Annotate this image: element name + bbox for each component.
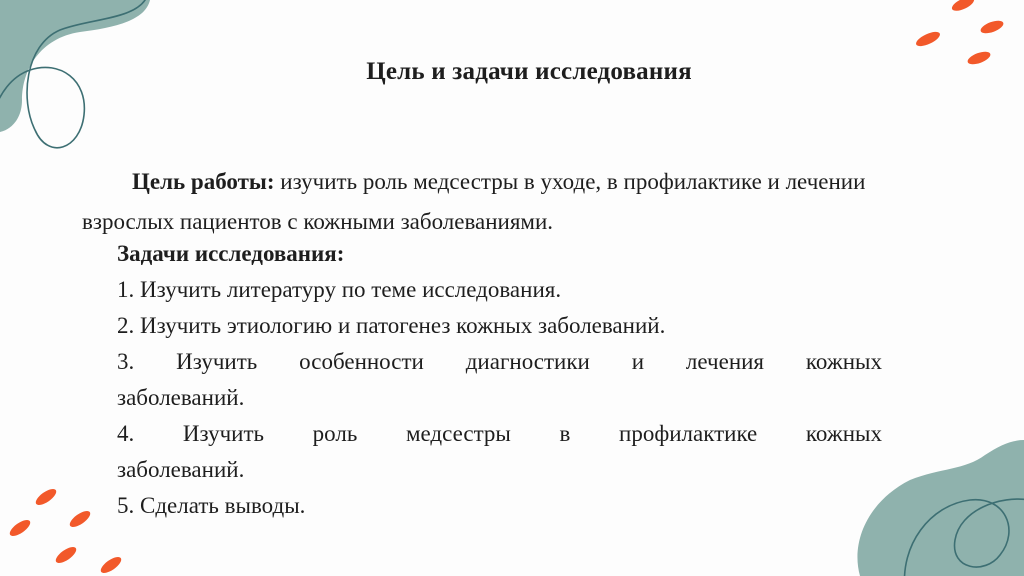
leaf xyxy=(67,508,92,530)
bottom-left-leaves xyxy=(7,486,123,576)
task-item: 1. Изучить литературу по теме исследования. xyxy=(117,277,562,302)
leaf xyxy=(53,544,78,566)
task-item: 3. Изучить особенности диагностики и лечения кожных xyxy=(117,349,882,374)
leaf xyxy=(979,18,1005,36)
tasks-block xyxy=(117,236,882,524)
slide-title: Цель и задачи исследования xyxy=(366,58,692,85)
leaf xyxy=(7,517,32,539)
task-item-continuation: заболеваний. xyxy=(117,457,245,482)
leaf xyxy=(950,0,976,14)
leaf xyxy=(33,486,58,508)
goal-text: изучить роль медсестры в уходе, в профилактике и лечении взрослых пациентов с кожными заболеваниями. xyxy=(82,169,866,234)
task-item: 5. Сделать выводы. xyxy=(117,493,306,518)
task-item: 2. Изучить этиологию и патогенез кожных заболеваний. xyxy=(117,313,666,338)
top-right-leaves xyxy=(914,0,1005,67)
task-item: 4. Изучить роль медсестры в профилактике кожных xyxy=(117,421,882,446)
goal-label: Цель работы: xyxy=(132,169,275,194)
leaf xyxy=(914,29,942,49)
task-item-continuation: заболеваний. xyxy=(117,385,245,410)
tasks-heading: Задачи исследования: xyxy=(117,241,345,266)
leaf xyxy=(98,554,123,576)
goal-paragraph xyxy=(82,162,922,242)
